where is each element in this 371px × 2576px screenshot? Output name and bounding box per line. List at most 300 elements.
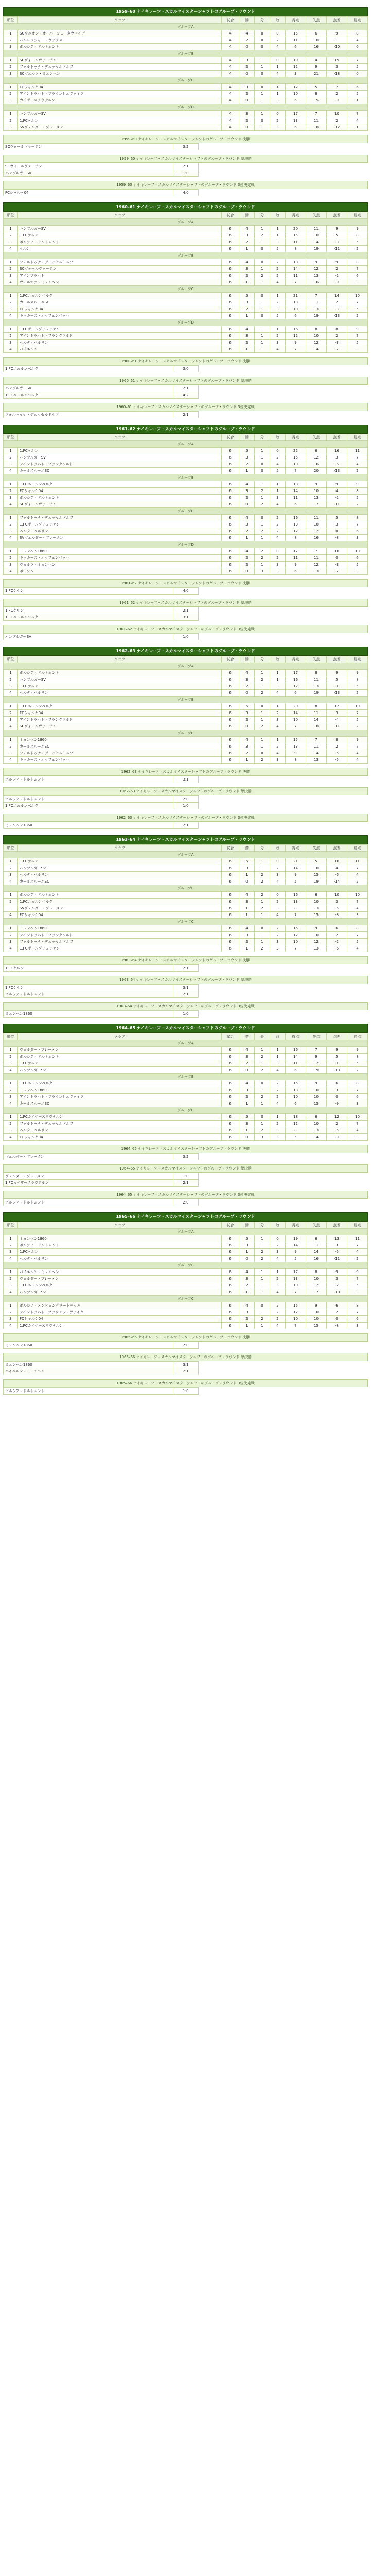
stat-cell: 4 xyxy=(239,1302,255,1309)
stat-cell: 5 xyxy=(347,1060,368,1067)
column-header: 失点 xyxy=(306,845,327,852)
stat-cell: 15 xyxy=(306,97,327,104)
stat-cell: 6 xyxy=(347,555,368,562)
stat-cell: 1 xyxy=(255,899,270,905)
stat-cell: 4 xyxy=(347,750,368,757)
stat-cell: 14 xyxy=(327,293,347,299)
table-row xyxy=(4,1067,368,1074)
table-row xyxy=(4,124,368,131)
stat-cell: 3 xyxy=(327,454,347,461)
stat-cell: 6 xyxy=(286,501,306,508)
stat-cell: 2 xyxy=(327,299,347,306)
results-body xyxy=(4,190,199,196)
stat-cell: 6 xyxy=(222,562,239,568)
table-row xyxy=(4,939,368,945)
stat-cell: -6 xyxy=(327,945,347,952)
stat-cell: 5 xyxy=(327,676,347,683)
club-name: FCシャルケ04 xyxy=(18,488,222,495)
standings-header xyxy=(4,434,368,441)
stat-cell: 16 xyxy=(306,461,327,468)
stat-cell: 10 xyxy=(327,111,347,117)
group-row xyxy=(4,541,368,548)
stat-cell: 14 xyxy=(286,1242,306,1249)
stat-cell: 0 xyxy=(327,1094,347,1100)
stat-cell: 6 xyxy=(286,690,306,697)
table-row xyxy=(4,1242,368,1249)
table-row xyxy=(4,690,368,697)
rank-cell: 2 xyxy=(4,710,18,717)
stat-cell: 7 xyxy=(286,279,306,286)
stat-cell: 2 xyxy=(239,117,255,124)
standings-body xyxy=(4,852,368,952)
club-name: 1.FCケルン xyxy=(18,683,222,690)
column-header: 順位 xyxy=(4,656,18,663)
table-row xyxy=(4,259,368,266)
stat-cell: 5 xyxy=(306,858,327,865)
stat-cell: 6 xyxy=(222,932,239,939)
club-name: 1.FCニュルンベルク xyxy=(18,293,222,299)
match-team: 1.FCケルン xyxy=(4,965,173,972)
column-header: 失点 xyxy=(306,17,327,24)
rank-cell: 4 xyxy=(4,1289,18,1296)
stat-cell: 1 xyxy=(255,1323,270,1329)
stat-cell: 9 xyxy=(327,670,347,676)
stat-cell: 13 xyxy=(286,1276,306,1282)
rank-cell: 3 xyxy=(4,306,18,313)
column-header: 失点 xyxy=(306,212,327,219)
stat-cell: 16 xyxy=(286,1047,306,1054)
stat-cell: 20 xyxy=(306,468,327,474)
stat-cell: 5 xyxy=(347,64,368,71)
stat-cell: 2 xyxy=(327,932,347,939)
standings-table xyxy=(3,16,368,131)
standings-header xyxy=(4,1222,368,1229)
match-score: 1:0 xyxy=(173,1011,199,1018)
stat-cell: 18 xyxy=(286,1114,306,1121)
stat-cell: -2 xyxy=(327,939,347,945)
column-header: 得点 xyxy=(286,656,306,663)
table-row xyxy=(4,266,368,273)
results-table xyxy=(3,189,199,196)
group-name: グループC xyxy=(4,1296,368,1302)
stat-cell: 15 xyxy=(286,30,306,37)
stat-cell: 7 xyxy=(347,1242,368,1249)
club-name: 1.FCニュルンベルク xyxy=(18,481,222,488)
stat-cell: 9 xyxy=(306,259,327,266)
match-score: 1:0 xyxy=(173,803,199,809)
rank-cell: 1 xyxy=(4,1235,18,1242)
table-row xyxy=(4,528,368,535)
rank-cell: 4 xyxy=(4,1323,18,1329)
table-row xyxy=(4,717,368,723)
stat-cell: 5 xyxy=(347,306,368,313)
stat-cell: 2 xyxy=(327,117,347,124)
stat-cell: 6 xyxy=(222,521,239,528)
playoff-title: 1960–61 ナイキレーフ・スカルマイスターシャフトのグループ・ラウンド 3位決定戦 xyxy=(3,403,368,411)
stat-cell: 8 xyxy=(327,737,347,743)
rank-cell: 3 xyxy=(4,71,18,77)
stat-cell: 6 xyxy=(222,1242,239,1249)
match-score: 4:0 xyxy=(173,190,199,196)
stat-cell: 13 xyxy=(306,905,327,912)
column-header: 順位 xyxy=(4,845,18,852)
table-row xyxy=(4,878,368,885)
stat-cell: 3 xyxy=(270,1134,286,1141)
stat-cell: 1 xyxy=(255,535,270,541)
stat-cell: 9 xyxy=(327,1047,347,1054)
group-row xyxy=(4,286,368,293)
stat-cell: 8 xyxy=(306,670,327,676)
stat-cell: 5 xyxy=(286,1256,306,1262)
column-header: 順位 xyxy=(4,212,18,219)
stat-cell: 3 xyxy=(239,454,255,461)
header-row xyxy=(4,1033,368,1040)
club-name: カールスルーエSC xyxy=(18,299,222,306)
stat-cell: 2 xyxy=(239,1316,255,1323)
results-body xyxy=(4,412,199,418)
table-row xyxy=(4,239,368,246)
stat-cell: 1 xyxy=(270,1114,286,1121)
stat-cell: 4 xyxy=(347,872,368,878)
stat-cell: 2 xyxy=(327,333,347,340)
stat-cell: 3 xyxy=(347,279,368,286)
stat-cell: 5 xyxy=(327,515,347,521)
stat-cell: 6 xyxy=(222,568,239,575)
match-team: ボルシア・ドルトムント xyxy=(4,796,173,803)
stat-cell: 1 xyxy=(255,346,270,353)
column-header: 試合 xyxy=(222,656,239,663)
club-name: FCシャルケ04 xyxy=(18,912,222,919)
stat-cell: 6 xyxy=(347,273,368,279)
table-row xyxy=(4,326,368,333)
club-name: ボルシア・ドルトムント xyxy=(18,1054,222,1060)
stat-cell: -1 xyxy=(327,683,347,690)
stat-cell: 1 xyxy=(255,448,270,454)
club-name: ボルシア・ドルトムント xyxy=(18,495,222,501)
column-header: 敗 xyxy=(270,845,286,852)
rank-cell: 3 xyxy=(4,1060,18,1067)
rank-cell: 2 xyxy=(4,91,18,97)
stat-cell: 3 xyxy=(327,899,347,905)
match-team: ヴェルダー・ブレーメン xyxy=(4,1154,173,1160)
stat-cell: 2 xyxy=(270,1121,286,1127)
stat-cell: 7 xyxy=(286,912,306,919)
header-row xyxy=(4,17,368,24)
column-header: 順位 xyxy=(4,17,18,24)
stat-cell: 2 xyxy=(255,548,270,555)
group-name: グループA xyxy=(4,441,368,448)
club-name: ヘルタ・ベルリン xyxy=(18,340,222,346)
stat-cell: 1 xyxy=(255,912,270,919)
stat-cell: 1 xyxy=(255,481,270,488)
playoff-title: 1959–60 ナイキレーフ・スカルマイスターシャフトのグループ・ラウンド 準決勝 xyxy=(3,155,368,163)
stat-cell: 13 xyxy=(286,521,306,528)
stat-cell: 4 xyxy=(270,1323,286,1329)
stat-cell: 3 xyxy=(347,1323,368,1329)
table-row xyxy=(4,232,368,239)
results-table xyxy=(3,1010,199,1018)
document-root xyxy=(3,0,368,1395)
stat-cell: 6 xyxy=(222,1127,239,1134)
results-body xyxy=(4,1173,199,1187)
stat-cell: 6 xyxy=(347,84,368,91)
stat-cell: 1 xyxy=(255,1047,270,1054)
stat-cell: 18 xyxy=(306,723,327,730)
stat-cell: 3 xyxy=(347,1100,368,1107)
column-header: 勝点 xyxy=(347,845,368,852)
stat-cell: 12 xyxy=(286,1121,306,1127)
stat-cell: 8 xyxy=(347,488,368,495)
table-row xyxy=(4,37,368,44)
stat-cell: 12 xyxy=(306,1060,327,1067)
playoff-title: 1964–65 ナイキレーフ・スカルマイスターシャフトのグループ・ラウンド 準決勝 xyxy=(3,1164,368,1173)
stat-cell: 2 xyxy=(270,555,286,562)
stat-cell: 3 xyxy=(239,111,255,117)
stat-cell: 1 xyxy=(270,670,286,676)
stat-cell: 18 xyxy=(286,481,306,488)
group-row xyxy=(4,1296,368,1302)
rank-cell: 4 xyxy=(4,945,18,952)
stat-cell: 3 xyxy=(239,299,255,306)
standings-header xyxy=(4,212,368,219)
stat-cell: 1 xyxy=(270,737,286,743)
stat-cell: 19 xyxy=(306,690,327,697)
results-table xyxy=(3,607,199,621)
results-body xyxy=(4,144,199,150)
rank-cell: 2 xyxy=(4,266,18,273)
column-header: 分 xyxy=(255,434,270,441)
match-team: 1.FCニュルンベルク xyxy=(4,392,173,399)
stat-cell: 0 xyxy=(255,246,270,252)
table-row xyxy=(4,535,368,541)
results-body xyxy=(4,588,199,595)
club-name: ボルシア・ドルトムント xyxy=(18,44,222,50)
stat-cell: 2 xyxy=(255,905,270,912)
column-header: 勝点 xyxy=(347,1033,368,1040)
stat-cell: -3 xyxy=(327,340,347,346)
rank-cell: 2 xyxy=(4,1309,18,1316)
stat-cell: 15 xyxy=(286,737,306,743)
column-header: 敗 xyxy=(270,17,286,24)
stat-cell: 1 xyxy=(270,64,286,71)
match-team: ヴェルダー・ブレーメン xyxy=(4,1173,173,1180)
rank-cell: 3 xyxy=(4,872,18,878)
club-name: 1.FCザールブリュッケン xyxy=(18,326,222,333)
stat-cell: 13 xyxy=(306,273,327,279)
stat-cell: 12 xyxy=(306,528,327,535)
group-row xyxy=(4,252,368,259)
stat-cell: 10 xyxy=(306,932,327,939)
table-row xyxy=(4,293,368,299)
stat-cell: 1 xyxy=(255,226,270,232)
stat-cell: -5 xyxy=(327,757,347,764)
standings-table xyxy=(3,656,368,764)
stat-cell: 17 xyxy=(306,501,327,508)
stat-cell: 0 xyxy=(270,1235,286,1242)
stat-cell: 1 xyxy=(255,1276,270,1282)
table-row xyxy=(4,481,368,488)
stat-cell: 2 xyxy=(270,515,286,521)
stat-cell: 0 xyxy=(270,892,286,899)
column-header: 点差 xyxy=(327,212,347,219)
stat-cell: 4 xyxy=(222,97,239,104)
header-row xyxy=(4,1222,368,1229)
stat-cell: 13 xyxy=(306,306,327,313)
stat-cell: 3 xyxy=(347,1134,368,1141)
season-title: 1965–66 ナイキレーフ・スカルマイスターシャフトのグループ・ラウンド xyxy=(3,1212,368,1222)
stat-cell: 2 xyxy=(347,878,368,885)
stat-cell: 9 xyxy=(327,30,347,37)
match-row xyxy=(4,1011,199,1018)
stat-cell: 8 xyxy=(347,1080,368,1087)
stat-cell: 11 xyxy=(286,37,306,44)
group-name: グループC xyxy=(4,919,368,925)
match-team: ミュンヘン1860 xyxy=(4,1342,173,1349)
playoff-title: 1962–63 ナイキレーフ・スカルマイスターシャフトのグループ・ラウンド 3位決定戦 xyxy=(3,814,368,822)
stat-cell: 4 xyxy=(270,690,286,697)
stat-cell: 9 xyxy=(347,226,368,232)
rank-cell: 4 xyxy=(4,1067,18,1074)
club-name: SVヴェルダー・ブレーメン xyxy=(18,124,222,131)
stat-cell: 11 xyxy=(347,858,368,865)
results-table xyxy=(3,365,199,372)
stat-cell: 3 xyxy=(239,1276,255,1282)
stat-cell: 1 xyxy=(239,313,255,319)
rank-cell: 2 xyxy=(4,64,18,71)
table-row xyxy=(4,1087,368,1094)
stat-cell: 14 xyxy=(306,346,327,353)
match-row xyxy=(4,366,199,372)
standings-body xyxy=(4,441,368,575)
stat-cell: 10 xyxy=(306,865,327,872)
match-team: 1.FCニュルンベルク xyxy=(4,803,173,809)
club-name: 1.FCケルン xyxy=(18,448,222,454)
stat-cell: 0 xyxy=(255,468,270,474)
stat-cell: 16 xyxy=(286,892,306,899)
club-name: カールスルーエSC xyxy=(18,468,222,474)
stat-cell: -9 xyxy=(327,1134,347,1141)
stat-cell: 10 xyxy=(306,1309,327,1316)
group-row xyxy=(4,508,368,515)
table-row xyxy=(4,1094,368,1100)
stat-cell: 12 xyxy=(306,454,327,461)
stat-cell: 12 xyxy=(306,939,327,945)
stat-cell: 8 xyxy=(347,515,368,521)
stat-cell: 6 xyxy=(222,535,239,541)
stat-cell: 6 xyxy=(347,528,368,535)
stat-cell: 3 xyxy=(270,1060,286,1067)
stat-cell: 2 xyxy=(255,676,270,683)
stat-cell: 17 xyxy=(286,548,306,555)
column-header: 点差 xyxy=(327,434,347,441)
stat-cell: 10 xyxy=(327,892,347,899)
stat-cell: 4 xyxy=(327,865,347,872)
stat-cell: 10 xyxy=(347,293,368,299)
column-header: 勝点 xyxy=(347,212,368,219)
stat-cell: 0 xyxy=(270,448,286,454)
stat-cell: 3 xyxy=(270,939,286,945)
stat-cell: 1 xyxy=(255,239,270,246)
column-header: クラブ xyxy=(18,434,222,441)
stat-cell: 2 xyxy=(239,750,255,757)
season-section xyxy=(3,425,368,640)
club-name: 1.FCザールブリュッケン xyxy=(18,945,222,952)
stat-cell: 9 xyxy=(327,1269,347,1276)
rank-cell: 3 xyxy=(4,44,18,50)
stat-cell: 1 xyxy=(239,246,255,252)
club-name: ヘルタ・ベルリン xyxy=(18,1256,222,1262)
rank-cell: 4 xyxy=(4,535,18,541)
rank-cell: 2 xyxy=(4,865,18,872)
stat-cell: 15 xyxy=(327,57,347,64)
stat-cell: 4 xyxy=(239,30,255,37)
table-row xyxy=(4,1249,368,1256)
stat-cell: 1 xyxy=(239,1249,255,1256)
stat-cell: 6 xyxy=(222,448,239,454)
stat-cell: 4 xyxy=(222,37,239,44)
column-header: 勝 xyxy=(239,656,255,663)
rank-cell: 1 xyxy=(4,703,18,710)
table-row xyxy=(4,1256,368,1262)
stat-cell: 5 xyxy=(270,313,286,319)
stat-cell: 0 xyxy=(270,57,286,64)
club-name: ボルシア・メンヒェングラートバッハ xyxy=(18,1302,222,1309)
club-name: ヴェルダー・ブレーメン xyxy=(18,1276,222,1282)
stat-cell: 6 xyxy=(347,1316,368,1323)
rank-cell: 1 xyxy=(4,892,18,899)
results-body xyxy=(4,607,199,621)
stat-cell: 1 xyxy=(255,1235,270,1242)
playoff-title: 1959–60 ナイキレーフ・スカルマイスターシャフトのグループ・ラウンド 3位決定戦 xyxy=(3,181,368,189)
stat-cell: 1 xyxy=(255,1060,270,1067)
rank-cell: 1 xyxy=(4,326,18,333)
season-section xyxy=(3,1024,368,1206)
stat-cell: 2 xyxy=(270,521,286,528)
rank-cell: 2 xyxy=(4,1276,18,1282)
column-header: 得点 xyxy=(286,1222,306,1229)
club-name: 1.FCニュルンベルク xyxy=(18,1080,222,1087)
stat-cell: 7 xyxy=(306,293,327,299)
stat-cell: 2 xyxy=(255,555,270,562)
rank-cell: 2 xyxy=(4,1242,18,1249)
stat-cell: 5 xyxy=(286,878,306,885)
playoff-title: 1961–62 ナイキレーフ・スカルマイスターシャフトのグループ・ラウンド 決勝 xyxy=(3,579,368,587)
stat-cell: 10 xyxy=(327,548,347,555)
stat-cell: -8 xyxy=(327,535,347,541)
club-name: フォルトゥナ・デュッセルドルフ xyxy=(18,64,222,71)
stat-cell: 1 xyxy=(270,226,286,232)
match-team: ハンブルガーSV xyxy=(4,385,173,392)
stat-cell: 4 xyxy=(222,91,239,97)
column-header: 点差 xyxy=(327,1033,347,1040)
table-row xyxy=(4,1080,368,1087)
column-header: 試合 xyxy=(222,845,239,852)
stat-cell: 14 xyxy=(286,488,306,495)
stat-cell: 1 xyxy=(239,1127,255,1134)
stat-cell: 2 xyxy=(255,892,270,899)
match-score: 3:2 xyxy=(173,144,199,150)
stat-cell: 0 xyxy=(255,925,270,932)
stat-cell: 2 xyxy=(347,723,368,730)
stat-cell: 6 xyxy=(222,1323,239,1329)
stat-cell: 10 xyxy=(286,91,306,97)
stat-cell: 11 xyxy=(306,1242,327,1249)
club-name: SCヴォールヴァーテン xyxy=(18,723,222,730)
club-name: ミュンヘン1860 xyxy=(18,1087,222,1094)
stat-cell: 15 xyxy=(306,1323,327,1329)
stat-cell: 12 xyxy=(327,1114,347,1121)
club-name: ボルシア・ドルトムント xyxy=(18,1242,222,1249)
